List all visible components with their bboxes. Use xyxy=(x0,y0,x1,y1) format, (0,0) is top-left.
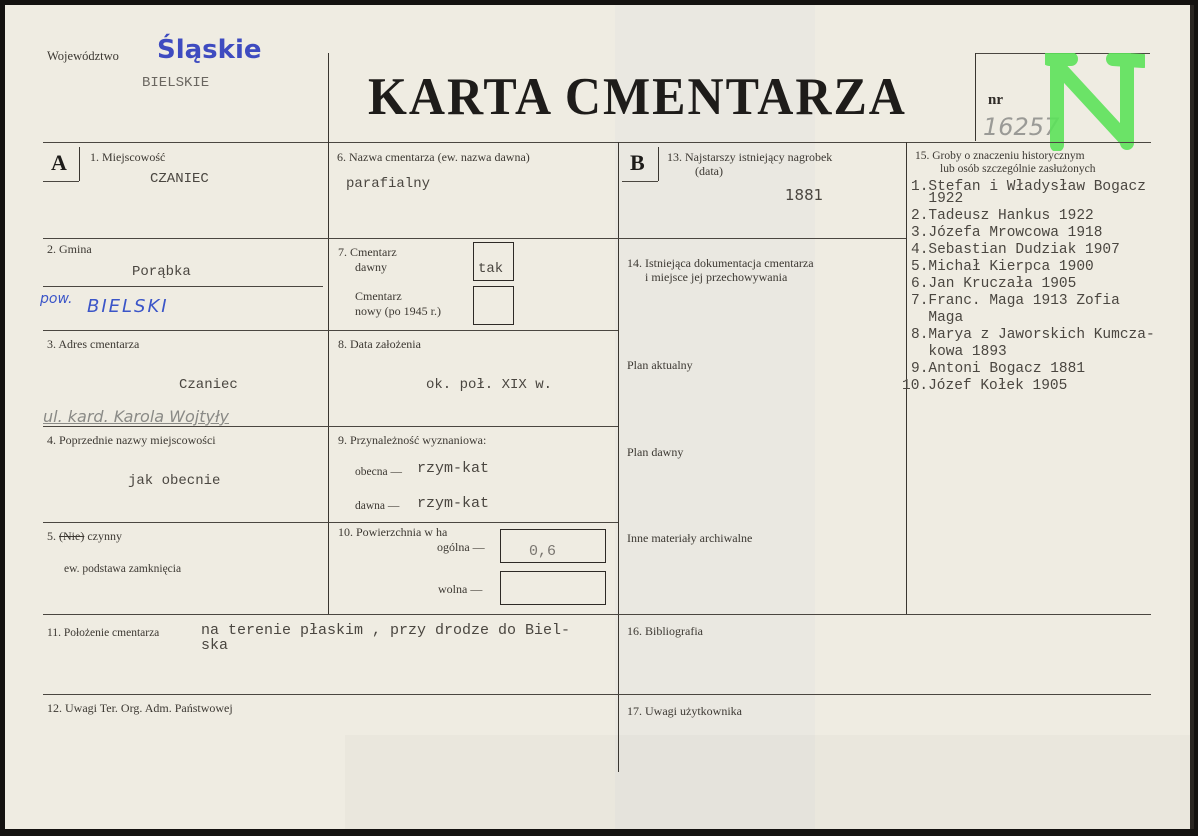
field-8-label: 8. Data założenia xyxy=(338,337,421,351)
nr-value: 16257 xyxy=(983,113,1060,141)
field-16-label: 16. Bibliografia xyxy=(627,624,703,638)
divider xyxy=(43,426,328,427)
divider xyxy=(328,238,618,239)
field-9-dawna-label: dawna — xyxy=(355,500,400,512)
field-9-dawna-value: rzym-kat xyxy=(417,495,490,512)
field-2-handwritten-value: BIELSKI xyxy=(87,296,169,317)
plan-aktualny-label: Plan aktualny xyxy=(627,358,693,372)
field-7-nowy-box[interactable] xyxy=(473,286,514,325)
paper-shade xyxy=(345,735,1190,829)
list-item: Maga xyxy=(911,310,964,326)
page-title: KARTA CMENTARZA xyxy=(368,66,907,126)
field-11-value-line1: na terenie płaskim , przy drodze do Biel- xyxy=(201,622,571,639)
field-2-value: Porąbka xyxy=(132,264,191,280)
field-7-dawny-value: tak xyxy=(478,261,504,277)
field-9-obecna-value: rzym-kat xyxy=(417,460,490,477)
field-13-value: 1881 xyxy=(785,186,824,204)
field-11-value-line2: ska xyxy=(201,637,229,654)
field-3-label: 3. Adres cmentarza xyxy=(47,337,140,351)
field-3-handwritten: ul. kard. Karola Wojtyły xyxy=(43,407,230,426)
field-5-sublabel: ew. podstawa zamknięcia xyxy=(64,563,182,575)
list-item: 1.Stefan i Władysław Bogacz xyxy=(911,179,1146,195)
list-item: kowa 1893 xyxy=(911,344,1007,360)
wojewodztwo-label: Województwo xyxy=(47,49,119,63)
divider xyxy=(618,238,906,239)
list-item: 10.Józef Kołek 1905 xyxy=(902,378,1068,394)
field-9-label: 9. Przynależność wyznaniowa: xyxy=(338,433,487,447)
field-5-struck: (Nie) xyxy=(59,529,85,543)
inne-materialy-label: Inne materiały archiwalne xyxy=(627,531,753,545)
field-3-value: Czaniec xyxy=(179,377,238,393)
divider xyxy=(658,147,659,181)
field-15-label-1: 15. Groby o znaczeniu historycznym xyxy=(915,150,1085,162)
field-2-handwritten-prefix: pow. xyxy=(40,291,73,307)
field-2-label: 2. Gmina xyxy=(47,242,92,256)
field-10-ogolna-value: 0,6 xyxy=(529,543,557,560)
divider xyxy=(328,330,618,331)
field-9-obecna-label: obecna — xyxy=(355,466,402,478)
list-item: 1922 xyxy=(911,191,964,207)
field-14-label-1: 14. Istniejąca dokumentacja cmentarza xyxy=(627,256,814,270)
field-7-nowy-label-1: Cmentarz xyxy=(355,289,402,303)
list-item: 7.Franc. Maga 1913 Zofia xyxy=(911,293,1120,309)
field-14-label-2: i miejsce jej przechowywania xyxy=(645,270,788,284)
divider xyxy=(43,330,328,331)
field-1-label: 1. Miejscowość xyxy=(90,150,166,164)
field-7-nowy-label-2: nowy (po 1945 r.) xyxy=(355,304,441,318)
wojewodztwo-typed: BIELSKIE xyxy=(142,75,210,91)
field-4-label: 4. Poprzednie nazwy miejscowości xyxy=(47,433,216,447)
field-13-label-1: 13. Najstarszy istniejący nagrobek xyxy=(667,150,833,164)
divider xyxy=(79,147,80,181)
cemetery-card xyxy=(5,5,1194,829)
list-item: 9.Antoni Bogacz 1881 xyxy=(911,361,1086,377)
section-a-letter: A xyxy=(51,150,67,175)
field-8-value: ok. poł. XIX w. xyxy=(426,377,553,393)
divider xyxy=(975,53,976,141)
field-10-wolna-label: wolna — xyxy=(438,582,483,596)
field-1-value: CZANIEC xyxy=(150,171,209,187)
field-5-rest: czynny xyxy=(87,529,122,543)
field-12-label: 12. Uwagi Ter. Org. Adm. Państwowej xyxy=(47,701,233,715)
divider xyxy=(618,142,619,772)
field-17-label: 17. Uwagi użytkownika xyxy=(627,704,742,718)
field-7-dawny-label-2: dawny xyxy=(355,260,387,274)
divider xyxy=(328,522,618,523)
green-n-marker-icon xyxy=(1045,53,1145,151)
plan-dawny-label: Plan dawny xyxy=(627,445,684,459)
field-5-label xyxy=(47,529,122,543)
list-item: 4.Sebastian Dudziak 1907 xyxy=(911,242,1120,258)
field-10-label: 10. Powierzchnia w ha xyxy=(338,525,448,539)
field-10-wolna-box[interactable] xyxy=(500,571,606,605)
field-13-label-2: (data) xyxy=(695,164,723,178)
divider xyxy=(618,694,1151,695)
field-6-value: parafialny xyxy=(346,176,431,192)
divider xyxy=(43,614,1151,615)
field-7-dawny-label-1: 7. Cmentarz xyxy=(338,245,397,259)
list-item: 8.Marya z Jaworskich Kumcza- xyxy=(911,327,1155,343)
divider xyxy=(43,142,1151,143)
divider xyxy=(328,53,329,143)
section-b-letter: B xyxy=(630,150,645,175)
divider xyxy=(43,286,323,287)
wojewodztwo-stamp: Śląskie xyxy=(157,35,262,65)
divider xyxy=(43,522,328,523)
field-4-value: jak obecnie xyxy=(128,473,221,489)
historic-graves-list xyxy=(902,179,1155,395)
field-7-dawny-box[interactable] xyxy=(473,242,514,281)
divider xyxy=(43,238,328,239)
divider xyxy=(43,181,79,182)
field-11-label: 11. Położenie cmentarza xyxy=(47,627,160,639)
nr-label: nr xyxy=(988,92,1003,108)
divider xyxy=(328,142,329,614)
field-10-ogolna-label: ogólna — xyxy=(437,540,485,554)
field-5-num: 5. xyxy=(47,529,56,543)
list-item: 5.Michał Kierpca 1900 xyxy=(911,259,1094,275)
field-6-label: 6. Nazwa cmentarza (ew. nazwa dawna) xyxy=(337,150,530,164)
list-item: 2.Tadeusz Hankus 1922 xyxy=(911,208,1094,224)
list-item: 6.Jan Kruczała 1905 xyxy=(911,276,1077,292)
field-10-ogolna-box[interactable] xyxy=(500,529,606,563)
field-15-label-2: lub osób szczególnie zasłużonych xyxy=(940,163,1096,175)
list-item: 3.Józefa Mrowcowa 1918 xyxy=(911,225,1103,241)
divider xyxy=(622,181,658,182)
divider xyxy=(43,694,618,695)
divider xyxy=(328,426,618,427)
